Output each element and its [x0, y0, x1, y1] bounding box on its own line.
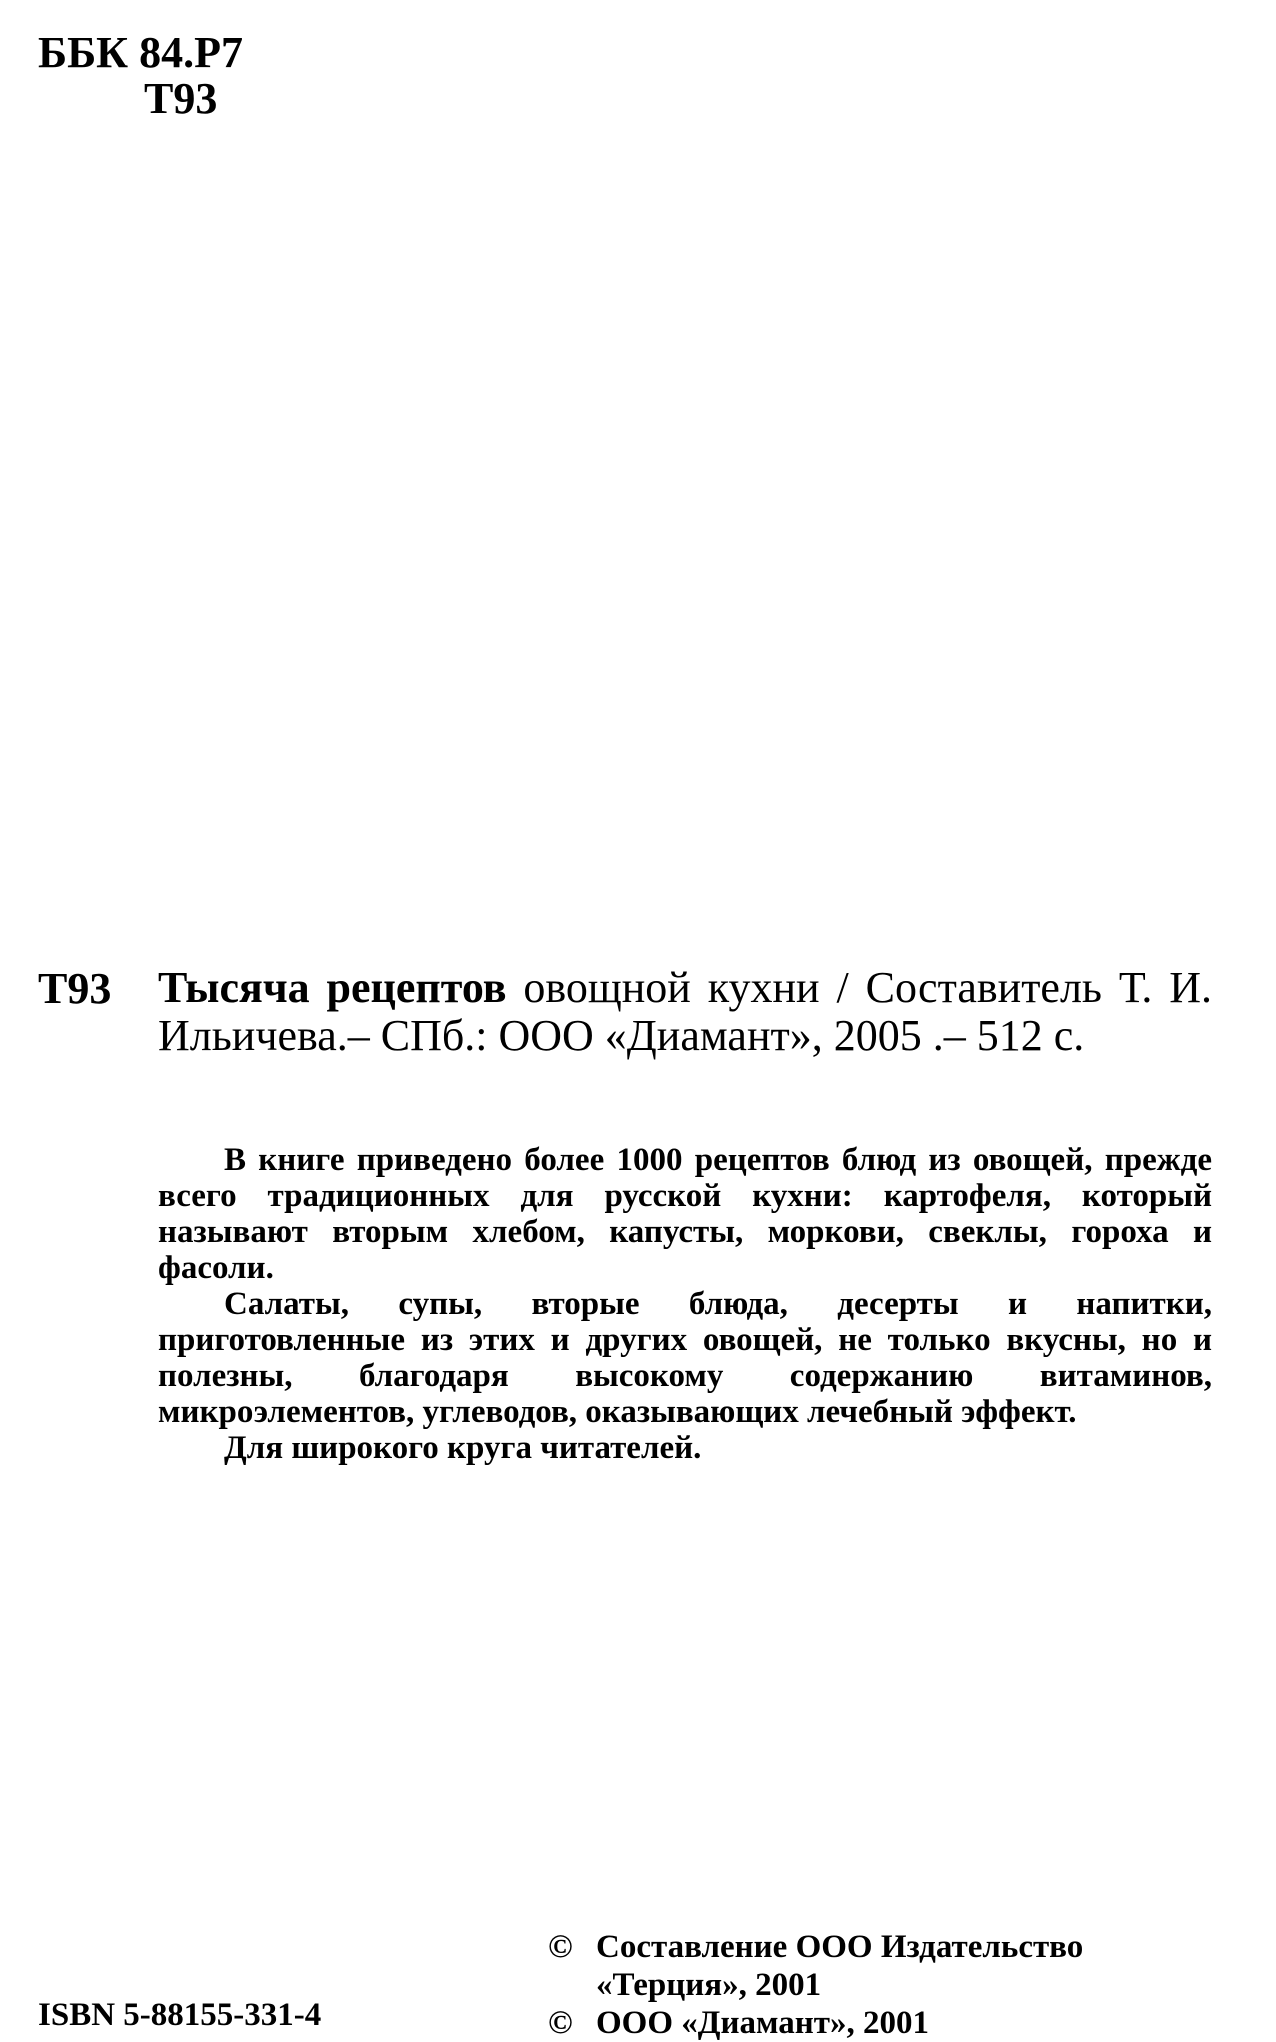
- annotation: [158, 1142, 1212, 1466]
- isbn: ISBN 5-88155-331-4: [38, 1997, 322, 2033]
- annotation-paragraph: Для широкого круга читателей.: [224, 1430, 702, 1466]
- copyright-line: [548, 2004, 1212, 2042]
- annotation-paragraph: В книге приведено более 1000 рецептов блюд из овощей, прежде всего традиционных для русской кухни: картофеля, который называют вторым хлебом, капусты, моркови, свеклы, гороха и фасоли.: [158, 1142, 1212, 1286]
- copyright-block: [548, 1928, 1212, 2042]
- bbk-block: [38, 30, 243, 122]
- copyright-icon: ©: [548, 1929, 573, 1965]
- author-mark: Т93: [144, 74, 218, 123]
- copyright-line: [548, 1928, 1212, 2004]
- entry-index-mark: Т93: [38, 964, 112, 1013]
- copyright-text: ООО «Диамант», 2001: [596, 2005, 929, 2041]
- bibliographic-entry: [158, 964, 1212, 1060]
- book-title: Тысяча рецептов: [158, 963, 507, 1012]
- bibliographic-details: овощной кухни / Составитель Т. И. Ильичева.– СПб.: ООО «Диамант», 2005 .– 512 с.: [158, 963, 1213, 1060]
- copyright-icon: ©: [548, 2005, 573, 2041]
- copyright-text: Составление ООО Издательство «Терция», 2001: [596, 1929, 1084, 2003]
- annotation-paragraph: Салаты, супы, вторые блюда, десерты и напитки, приготовленные из этих и других овощей, не только вкусны, но и полезны, благодаря высокому содержанию витаминов, микроэлементов, углеводов, оказывающих лечебный эффект.: [158, 1286, 1212, 1430]
- bbk-code: ББК 84.Р7: [38, 28, 243, 77]
